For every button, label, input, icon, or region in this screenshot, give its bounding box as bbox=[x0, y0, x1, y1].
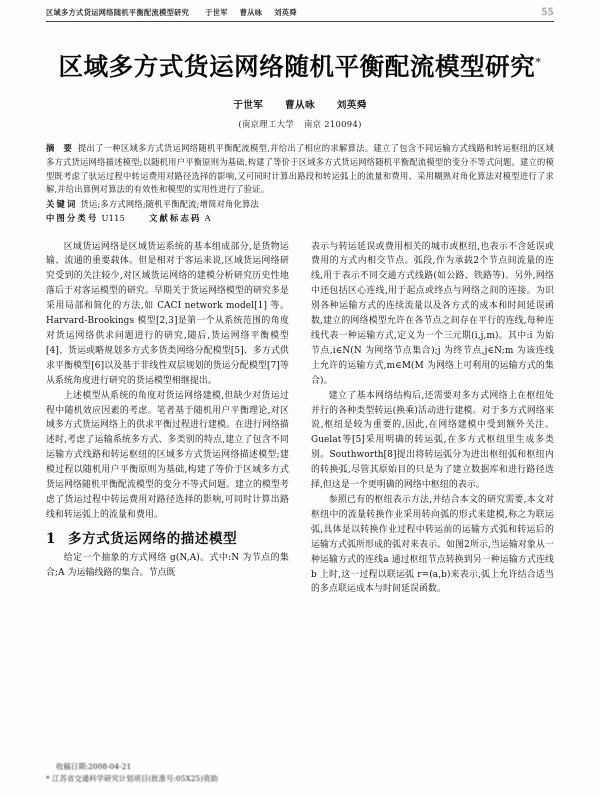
classification-label: 中图分类号 bbox=[46, 213, 99, 224]
abstract-label: 摘 要 bbox=[46, 143, 75, 154]
body-columns bbox=[46, 240, 554, 598]
running-head bbox=[46, 8, 554, 21]
keywords bbox=[46, 198, 554, 211]
doc-code-value: A bbox=[204, 213, 211, 224]
keywords-text: 货运;多方式网络;随机平衡配流;增简对角化算法 bbox=[80, 198, 259, 209]
paragraph: 给定一个抽象的方式网络 g(N,A)。式中:N 为节点的集合;A 为运输线路的集合。节点既 bbox=[46, 552, 289, 578]
section-number: 1 bbox=[46, 530, 56, 547]
running-head-title: 区域多方式货运网络随机平衡配流模型研究 bbox=[46, 8, 190, 17]
funding-note: * 江苏省交通科学研究计划项目(批准号:05X25)资助 bbox=[46, 773, 219, 783]
footnote-block bbox=[46, 757, 289, 784]
paragraph: 建立了基本网络结构后,还需要对多方式网络上在枢纽处并行的各种类型转运(换乘)活动进行建模。对于多方式网络来说,枢纽是较为重要的,因此,在网络建模中受到额外关注。Guelat等[5]采用明确的转运弧,在多方式枢纽里生成多类别。Southworth[8]提出将转运弧分为进出枢纽弧和枢纽内的转换弧,尽管其原始目的只是为了建立数据库和进行路径选择,但这是一个更明确的网络中枢纽的表示。 bbox=[311, 390, 554, 491]
article-title-text: 区域多方式货运网络随机平衡配流模型研究 bbox=[58, 52, 536, 82]
right-column bbox=[311, 240, 554, 598]
classification-value: U115 bbox=[101, 213, 126, 224]
keywords-label: 关键词 bbox=[46, 198, 78, 209]
running-head-author-3: 刘英舜 bbox=[274, 8, 297, 17]
page-title bbox=[46, 48, 554, 83]
paragraph: 参照已有的枢纽表示方法,并结合本文的研究需要,本文对枢纽中的流量转换作业采用转向弧的形式来建模,称之为联运弧,具体是以转换作业过程中转运前的运输方式弧和转运后的运输方式弧所形成的弧对来表示。如图2所示,当运输对象从一种运输方式的连线a 通过枢纽节点转换到另一种运输方式连线 b 上时,这一过程以联运弧 r=(a,b)来表示,弧上允许结合适当的多点联运成本与时间延误函数。 bbox=[311, 494, 554, 595]
author-1: 于世军 bbox=[233, 100, 264, 112]
author-2: 曹从咏 bbox=[285, 100, 315, 112]
paragraph: 上述模型从系统的角度对货运网络建模,但缺少对货运过程中随机效应因素的考虑。笔者基于随机用户平衡理论,对区域多方式货运网络上的供求平衡过程进行建模。在进行网络描述时,考虑了运输系统多方式、多类别的特点,建立了包含不同运输方式线路和转运枢纽的区域多方式货运网络描述模型;建模过程以随机用户平衡原则为基础,构建了等价于区域多方式货运网络随机平衡配流模型的变分不等式问题。建立的模型考虑了货运过程中转运费用对路径选择的影响,可同时计算出路线和转运弧上的流量和费用。 bbox=[46, 390, 289, 520]
section-title: 多方式货运网络的描述模型 bbox=[68, 530, 238, 547]
abstract bbox=[46, 142, 554, 196]
affiliation-city: 南京 210094) bbox=[303, 119, 362, 130]
header-rule bbox=[46, 21, 554, 22]
page-content bbox=[46, 8, 554, 597]
section-heading bbox=[46, 532, 289, 547]
author-3: 刘英舜 bbox=[336, 100, 367, 112]
received-date: 收稿日期:2008-04-21 bbox=[56, 762, 132, 772]
doc-code-label: 文献标志码 bbox=[149, 213, 202, 224]
affiliation bbox=[46, 118, 554, 130]
running-head-author-1: 于世军 bbox=[205, 8, 228, 17]
classification bbox=[46, 212, 554, 225]
running-head-left bbox=[46, 8, 306, 18]
paragraph: 表示与转运延误或费用相关的城市或枢纽,也表示不含延误或费用的方式内相交节点。弧段,作为承载2个节点间流量的连线,用于表示不同交通方式线路(如公路、铁路等)。另外,网络中还包括区心连线,用于起点或终点与网络之间的连接。为识别各种运输方式的连续流量以及各方式的成本和时间延误函数,建立的网络模型允许在各节点之间存在平行的连线,每种连线代表一种运输方式,定义为一个三元期(i,j,m)。其中:i 为始节点,i∈N(N 为网络节点集合);j 为终节点,j∈N;m 为该连线上允许的运输方式,m∈M(M 为网络上可利用的运输方式的集合)。 bbox=[311, 241, 554, 386]
running-head-author-2: 曹从咏 bbox=[239, 8, 263, 17]
running-head-authors bbox=[205, 8, 306, 18]
page-number: 55 bbox=[541, 8, 554, 18]
title-footnote-mark: * bbox=[535, 56, 542, 70]
affiliation-institution: (南京理工大学 bbox=[238, 119, 294, 130]
author-list bbox=[46, 97, 554, 111]
paragraph: 区域货运网络是区域货运系统的基本组成部分,是货物运输、流通的重要载体。但是相对于客运来说,区域货运网络研究受到的关注较少,对区域货运网络的建模分析研究历史性地落后于对客运模型的研究。早期关于货运网络模型的研究多是采用局部和简化的方法,如 CACI network model[1] 等。Harvard-Brookings 模型[2,3]是第一个从系统范围的角度对货运网络供求问题进行的研究,随后,货运网络平衡模型[4]、货运或略规划多方式多货类网络分配模型[5]、多方式供求平衡模型[6]以及基于非线性双层规划的货运分配模型[7]等从系统角度进行研究的货运模型相继提出。 bbox=[46, 241, 289, 386]
abstract-text: 提出了一种区域多方式货运网络随机平衡配流模型,并给出了相应的求解算法。建立了包含不同运输方式线路和转运枢纽的区域多方式货运网络描述模型;以随机用户平衡原则为基础,构建了等价于区域多方式货运网络随机平衡配流模型的变分不等式问题。建立的模型既考虑了驮运过程中转运费用对路径选择的影响,又可同时计算出路段和转运弧上的流量和费用、采用糊熟对角化算法对模型进行了求解,并给出算例对算法的有效性和模型的实用性进行了验证。 bbox=[46, 143, 554, 195]
left-column bbox=[46, 240, 289, 598]
